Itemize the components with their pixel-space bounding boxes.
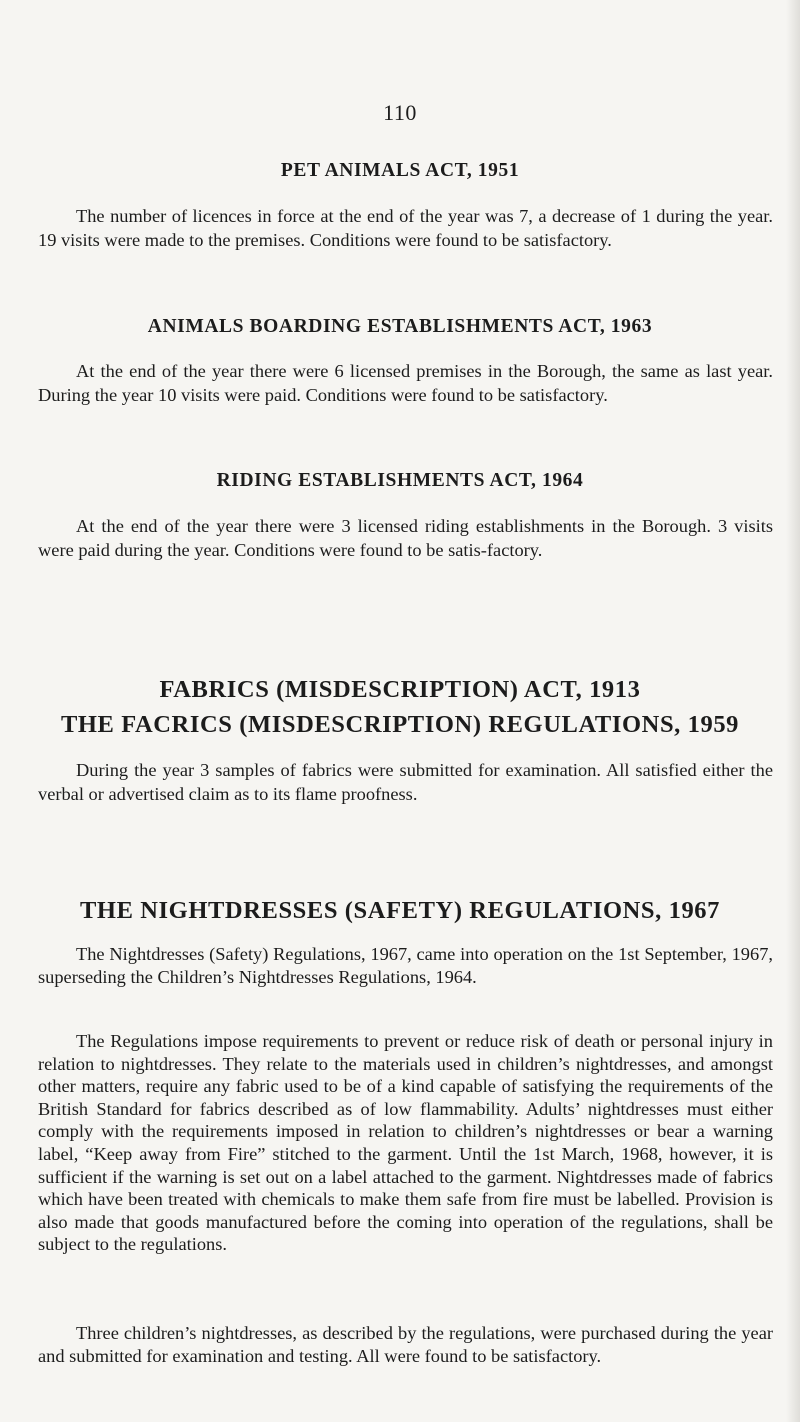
paragraph-nightdresses-purchased: Three children’s nightdresses, as described by the regulations, were purchased during the year and submitted for examination and testing. All were found to be satisfactory. [38, 1323, 773, 1366]
section-heading-fabrics-regulations: THE FACRICS (MISDESCRIPTION) REGULATIONS, 1959 [60, 711, 740, 738]
paragraph-pet-animals: The number of licences in force at the end of the year was 7, a decrease of 1 during the year. 19 visits were made to the premises. Conditions were found to be satisfactory. [38, 206, 773, 251]
page-edge-shadow [786, 0, 800, 1422]
section-heading-animals-boarding: ANIMALS BOARDING ESTABLISHMENTS ACT, 1963 [147, 316, 653, 337]
section-heading-pet-animals: PET ANIMALS ACT, 1951 [280, 160, 520, 181]
paragraph-nightdresses-regulations: The Regulations impose requirements to prevent or reduce risk of death or personal injury in relation to nightdresses. They relate to the materials used in children’s nightdresses, and amongst other matters, require any fabric used to be of a kind capable of satisfying the requirements of the British Standard for fabrics described as of low flammability. Adults’ nightdresses must either comply with the requirements imposed in relation to children’s nightdresses or bear a warning label, “Keep away from Fire” stitched to the garment. Until the 1st March, 1968, however, it is sufficient if the warning is set out on a label attached to the garment. Nightdresses made of fabrics which have been treated with chemicals to make them safe from fire must be labelled. Provision is also made that goods manufactured before the coming into operation of the regulations, shall be subject to the regulations. [38, 1031, 773, 1255]
paragraph-animals-boarding: At the end of the year there were 6 licensed premises in the Borough, the same as last year. During the year 10 visits were paid. Conditions were found to be satisfactory. [38, 361, 773, 406]
section-heading-riding-establishments: RIDING ESTABLISHMENTS ACT, 1964 [216, 470, 584, 491]
section-heading-fabrics-act: FABRICS (MISDESCRIPTION) ACT, 1913 [159, 676, 641, 703]
paragraph-fabrics: During the year 3 samples of fabrics were submitted for examination. All satisfied either the verbal or advertised claim as to its flame proofness. [38, 760, 773, 805]
section-heading-nightdresses: THE NIGHTDRESSES (SAFETY) REGULATIONS, 1967 [79, 897, 721, 924]
paragraph-riding-establishments: At the end of the year there were 3 licensed riding establishments in the Borough. 3 visits were paid during the year. Conditions were found to be satis-factory. [38, 516, 773, 561]
page-number: 110 [383, 100, 417, 125]
paragraph-nightdresses-intro: The Nightdresses (Safety) Regulations, 1967, came into operation on the 1st September, 1967, superseding the Children’s Nightdresses Regulations, 1964. [38, 944, 773, 987]
